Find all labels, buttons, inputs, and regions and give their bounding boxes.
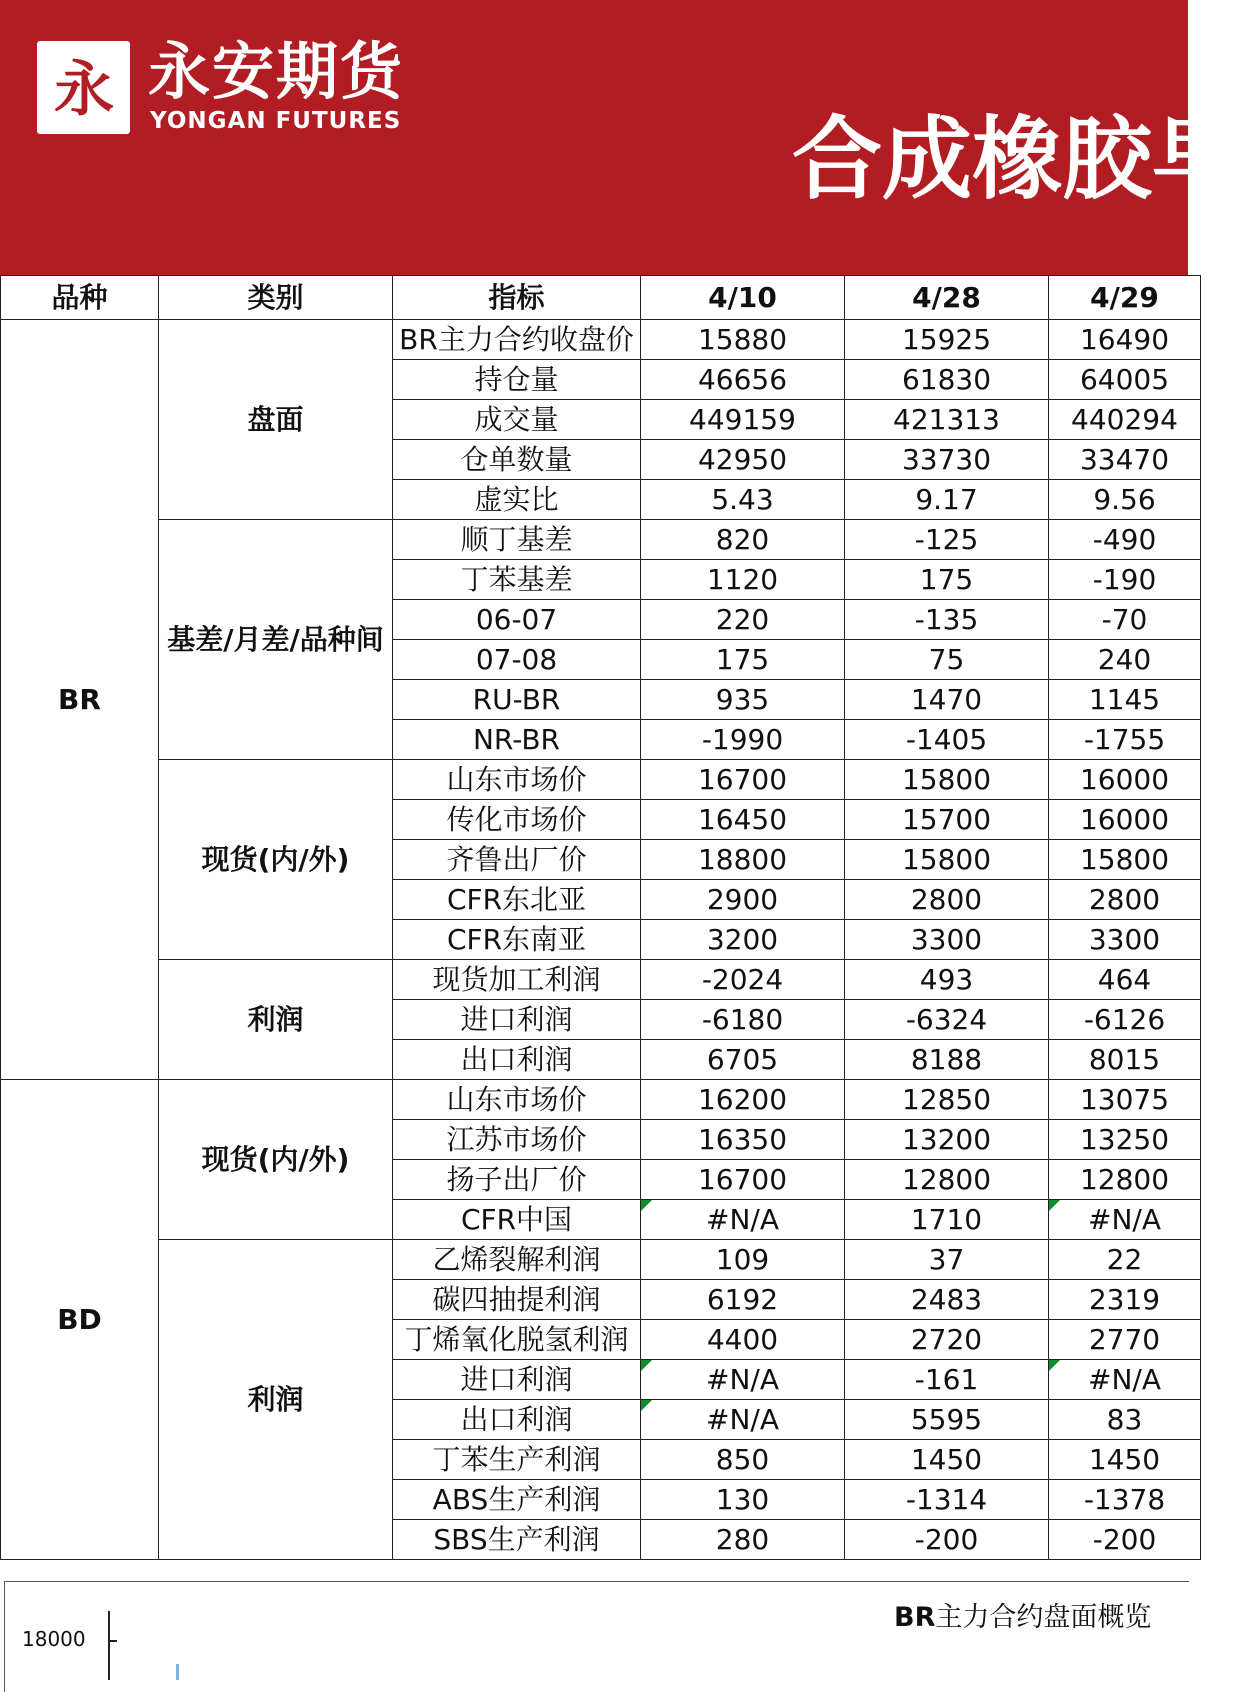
value-cell-3: 1145 — [1049, 680, 1201, 720]
table-body — [1, 320, 1201, 1560]
value-cell-2: -200 — [845, 1520, 1049, 1560]
table-row — [1, 1240, 1201, 1280]
value-cell-1: #N/A — [641, 1200, 845, 1240]
indicator-cell: 江苏市场价 — [393, 1120, 641, 1160]
value-cell-2: 2720 — [845, 1320, 1049, 1360]
value-cell-1: 109 — [641, 1240, 845, 1280]
table-header-row — [1, 276, 1201, 320]
indicator-cell: 山东市场价 — [393, 1080, 641, 1120]
value-cell-2: -1314 — [845, 1480, 1049, 1520]
value-cell-2: 175 — [845, 560, 1049, 600]
value-cell-1: 820 — [641, 520, 845, 560]
indicator-cell: 出口利润 — [393, 1040, 641, 1080]
value-cell-1: 18800 — [641, 840, 845, 880]
value-cell-1: 5.43 — [641, 480, 845, 520]
indicator-cell: CFR东北亚 — [393, 880, 641, 920]
value-cell-1: -2024 — [641, 960, 845, 1000]
value-cell-3: 15800 — [1049, 840, 1201, 880]
table-row — [1, 320, 1201, 360]
indicator-cell: CFR中国 — [393, 1200, 641, 1240]
value-cell-1: 1120 — [641, 560, 845, 600]
value-cell-2: -1405 — [845, 720, 1049, 760]
variety-cell: BR — [1, 320, 159, 1080]
logo-glyph: 永 — [53, 54, 114, 125]
y-tick-mark — [110, 1640, 117, 1642]
value-cell-2: 15925 — [845, 320, 1049, 360]
value-cell-3: 13250 — [1049, 1120, 1201, 1160]
value-cell-2: 33730 — [845, 440, 1049, 480]
value-cell-2: -135 — [845, 600, 1049, 640]
value-cell-3: 1450 — [1049, 1440, 1201, 1480]
indicator-table — [0, 275, 1201, 1560]
indicator-cell: CFR东南亚 — [393, 920, 641, 960]
value-cell-3: 22 — [1049, 1240, 1201, 1280]
value-cell-2: 5595 — [845, 1400, 1049, 1440]
category-cell: 现货(内/外) — [159, 1080, 393, 1240]
value-cell-1: 175 — [641, 640, 845, 680]
value-cell-3: -1378 — [1049, 1480, 1201, 1520]
header-indicator: 指标 — [393, 276, 641, 320]
value-cell-3: 33470 — [1049, 440, 1201, 480]
value-cell-3: -1755 — [1049, 720, 1201, 760]
indicator-cell: RU-BR — [393, 680, 641, 720]
value-cell-2: 3300 — [845, 920, 1049, 960]
value-cell-2: 13200 — [845, 1120, 1049, 1160]
value-cell-1: 850 — [641, 1440, 845, 1480]
value-cell-3: 440294 — [1049, 400, 1201, 440]
indicator-cell: 虚实比 — [393, 480, 641, 520]
indicator-cell: 扬子出厂价 — [393, 1160, 641, 1200]
y-tick-label: 18000 — [22, 1627, 86, 1651]
value-cell-3: -70 — [1049, 600, 1201, 640]
value-cell-3: 2319 — [1049, 1280, 1201, 1320]
value-cell-1: 4400 — [641, 1320, 845, 1360]
value-cell-1: 46656 — [641, 360, 845, 400]
category-cell: 利润 — [159, 960, 393, 1080]
value-cell-1: 935 — [641, 680, 845, 720]
indicator-cell: 碳四抽提利润 — [393, 1280, 641, 1320]
brand-name-en: YONGAN FUTURES — [150, 108, 402, 134]
value-cell-3: 16000 — [1049, 800, 1201, 840]
value-cell-2: -6324 — [845, 1000, 1049, 1040]
indicator-cell: 现货加工利润 — [393, 960, 641, 1000]
value-cell-1: 16700 — [641, 760, 845, 800]
value-cell-1: 280 — [641, 1520, 845, 1560]
value-cell-2: 1710 — [845, 1200, 1049, 1240]
table-row — [1, 1080, 1201, 1120]
category-cell: 现货(内/外) — [159, 760, 393, 960]
value-cell-3: 2800 — [1049, 880, 1201, 920]
value-cell-1: 449159 — [641, 400, 845, 440]
value-cell-1: 3200 — [641, 920, 845, 960]
value-cell-3: #N/A — [1049, 1360, 1201, 1400]
indicator-cell: 丁烯氧化脱氢利润 — [393, 1320, 641, 1360]
indicator-cell: 07-08 — [393, 640, 641, 680]
header-date-3: 4/29 — [1049, 276, 1201, 320]
indicator-cell: 顺丁基差 — [393, 520, 641, 560]
value-cell-3: 16000 — [1049, 760, 1201, 800]
indicator-cell: 进口利润 — [393, 1360, 641, 1400]
chart-title-rest: 主力合约盘面概览 — [935, 1602, 1152, 1633]
indicator-cell: 出口利润 — [393, 1400, 641, 1440]
table-row — [1, 760, 1201, 800]
report-title: 合成橡胶早 — [792, 107, 1242, 212]
value-cell-3: 240 — [1049, 640, 1201, 680]
value-cell-2: 8188 — [845, 1040, 1049, 1080]
indicator-cell: SBS生产利润 — [393, 1520, 641, 1560]
value-cell-2: 37 — [845, 1240, 1049, 1280]
table-row — [1, 960, 1201, 1000]
value-cell-2: 421313 — [845, 400, 1049, 440]
value-cell-1: 6192 — [641, 1280, 845, 1320]
indicator-cell: 06-07 — [393, 600, 641, 640]
value-cell-2: 1450 — [845, 1440, 1049, 1480]
category-cell: 利润 — [159, 1240, 393, 1560]
chart-title-bold: BR — [894, 1602, 936, 1633]
value-cell-3: 16490 — [1049, 320, 1201, 360]
value-cell-3: 464 — [1049, 960, 1201, 1000]
value-cell-2: 75 — [845, 640, 1049, 680]
value-cell-1: 220 — [641, 600, 845, 640]
variety-cell: BD — [1, 1080, 159, 1560]
indicator-cell: 传化市场价 — [393, 800, 641, 840]
value-cell-2: 15800 — [845, 840, 1049, 880]
indicator-cell: BR主力合约收盘价 — [393, 320, 641, 360]
value-cell-2: 1470 — [845, 680, 1049, 720]
value-cell-3: 12800 — [1049, 1160, 1201, 1200]
value-cell-3: #N/A — [1049, 1200, 1201, 1240]
indicator-cell: 持仓量 — [393, 360, 641, 400]
value-cell-3: 64005 — [1049, 360, 1201, 400]
value-cell-1: 42950 — [641, 440, 845, 480]
table-row — [1, 520, 1201, 560]
value-cell-2: 12800 — [845, 1160, 1049, 1200]
value-cell-3: 8015 — [1049, 1040, 1201, 1080]
header-banner — [0, 0, 1242, 276]
value-cell-1: #N/A — [641, 1400, 845, 1440]
value-cell-3: -490 — [1049, 520, 1201, 560]
indicator-cell: 丁苯基差 — [393, 560, 641, 600]
brand-name-cn: 永安期货 — [148, 35, 405, 108]
y-axis — [108, 1611, 110, 1680]
header-category: 类别 — [159, 276, 393, 320]
header-variety: 品种 — [1, 276, 159, 320]
value-cell-2: 15800 — [845, 760, 1049, 800]
logo-glyph-icon — [44, 48, 124, 128]
value-cell-3: -190 — [1049, 560, 1201, 600]
header-date-2: 4/28 — [845, 276, 1049, 320]
value-cell-1: 130 — [641, 1480, 845, 1520]
value-cell-3: 83 — [1049, 1400, 1201, 1440]
category-cell: 盘面 — [159, 320, 393, 520]
value-cell-1: 16200 — [641, 1080, 845, 1120]
value-cell-3: 3300 — [1049, 920, 1201, 960]
value-cell-1: 6705 — [641, 1040, 845, 1080]
header-date-1: 4/10 — [641, 276, 845, 320]
value-cell-3: 9.56 — [1049, 480, 1201, 520]
value-cell-1: 2900 — [641, 880, 845, 920]
value-cell-1: 16700 — [641, 1160, 845, 1200]
indicator-cell: NR-BR — [393, 720, 641, 760]
chart-title — [894, 1601, 1151, 1635]
series-line-fragment — [176, 1664, 179, 1680]
value-cell-2: -161 — [845, 1360, 1049, 1400]
value-cell-1: 16350 — [641, 1120, 845, 1160]
value-cell-2: 12850 — [845, 1080, 1049, 1120]
value-cell-2: 61830 — [845, 360, 1049, 400]
indicator-cell: ABS生产利润 — [393, 1480, 641, 1520]
indicator-cell: 成交量 — [393, 400, 641, 440]
chart-preview-panel — [4, 1581, 1189, 1692]
indicator-cell: 齐鲁出厂价 — [393, 840, 641, 880]
category-cell: 基差/月差/品种间 — [159, 520, 393, 760]
value-cell-1: 16450 — [641, 800, 845, 840]
value-cell-1: #N/A — [641, 1360, 845, 1400]
yongan-logo-icon — [37, 41, 130, 134]
value-cell-2: 9.17 — [845, 480, 1049, 520]
value-cell-2: 2800 — [845, 880, 1049, 920]
indicator-cell: 进口利润 — [393, 1000, 641, 1040]
indicator-cell: 丁苯生产利润 — [393, 1440, 641, 1480]
indicator-cell: 乙烯裂解利润 — [393, 1240, 641, 1280]
value-cell-3: 13075 — [1049, 1080, 1201, 1120]
indicator-cell: 山东市场价 — [393, 760, 641, 800]
value-cell-1: 15880 — [641, 320, 845, 360]
value-cell-2: 493 — [845, 960, 1049, 1000]
value-cell-3: -200 — [1049, 1520, 1201, 1560]
value-cell-2: 15700 — [845, 800, 1049, 840]
value-cell-2: -125 — [845, 520, 1049, 560]
value-cell-1: -6180 — [641, 1000, 845, 1040]
value-cell-2: 2483 — [845, 1280, 1049, 1320]
indicator-cell: 仓单数量 — [393, 440, 641, 480]
value-cell-3: 2770 — [1049, 1320, 1201, 1360]
value-cell-3: -6126 — [1049, 1000, 1201, 1040]
value-cell-1: -1990 — [641, 720, 845, 760]
